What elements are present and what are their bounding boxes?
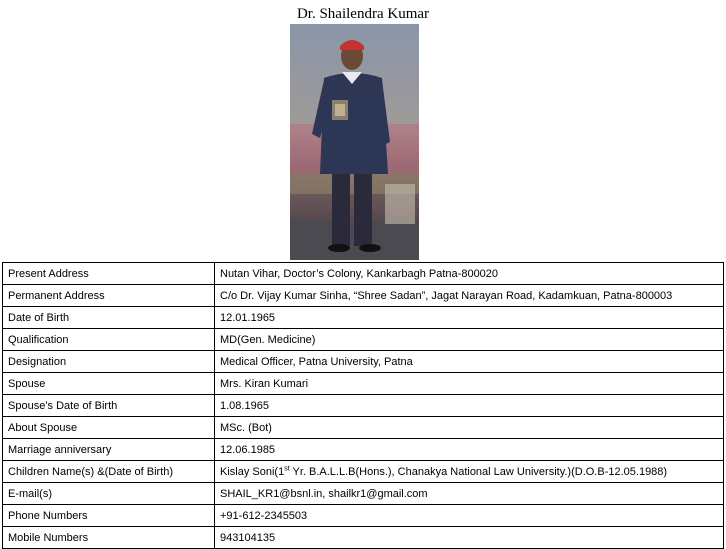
table-row [3, 263, 724, 285]
row-label: Designation [3, 351, 215, 373]
row-label: E-mail(s) [3, 483, 215, 505]
row-label: Spouse [3, 373, 215, 395]
table-row [3, 395, 724, 417]
row-label: Qualification [3, 329, 215, 351]
row-label: Date of Birth [3, 307, 215, 329]
row-value: 12.01.1965 [215, 307, 724, 329]
row-value: 943104135 [215, 527, 724, 549]
table-row [3, 461, 724, 483]
row-value: MD(Gen. Medicine) [215, 329, 724, 351]
table-row [3, 351, 724, 373]
table-row [3, 505, 724, 527]
table-row [3, 417, 724, 439]
row-value: C/o Dr. Vijay Kumar Sinha, “Shree Sadan”, Jagat Narayan Road, Kadamkuan, Patna-800003 [215, 285, 724, 307]
table-row [3, 329, 724, 351]
row-value: 1.08.1965 [215, 395, 724, 417]
ordinal-suffix: st [284, 464, 290, 472]
row-value: SHAIL_KR1@bsnl.in, shailkr1@gmail.com [215, 483, 724, 505]
table-row [3, 307, 724, 329]
children-text-rest: Yr. B.A.L.L.B(Hons.), Chanakya National Law University.)(D.O.B-12.05.1988) [289, 465, 668, 478]
profile-photo [290, 24, 419, 260]
table-row [3, 373, 724, 395]
row-value: Nutan Vihar, Doctor’s Colony, Kankarbagh Patna-800020 [215, 263, 724, 285]
profile-photo-illustration [290, 24, 419, 260]
document-title: Dr. Shailendra Kumar [296, 6, 430, 22]
row-label: Mobile Numbers [3, 527, 215, 549]
row-label: Spouse’s Date of Birth [3, 395, 215, 417]
table-row [3, 285, 724, 307]
row-value: Mrs. Kiran Kumari [215, 373, 724, 395]
table-row [3, 483, 724, 505]
row-value: 12.06.1985 [215, 439, 724, 461]
row-label: Present Address [3, 263, 215, 285]
children-text: Kislay Soni(1 [220, 465, 285, 478]
row-value: +91-612-2345503 [215, 505, 724, 527]
table-row [3, 527, 724, 549]
row-label: About Spouse [3, 417, 215, 439]
table-row [3, 439, 724, 461]
row-label: Phone Numbers [3, 505, 215, 527]
row-label: Permanent Address [3, 285, 215, 307]
row-label: Children Name(s) &(Date of Birth) [3, 461, 215, 483]
details-table [2, 262, 724, 549]
row-value: Medical Officer, Patna University, Patna [215, 351, 724, 373]
row-value [215, 461, 724, 483]
row-value: MSc. (Bot) [215, 417, 724, 439]
row-label: Marriage anniversary [3, 439, 215, 461]
